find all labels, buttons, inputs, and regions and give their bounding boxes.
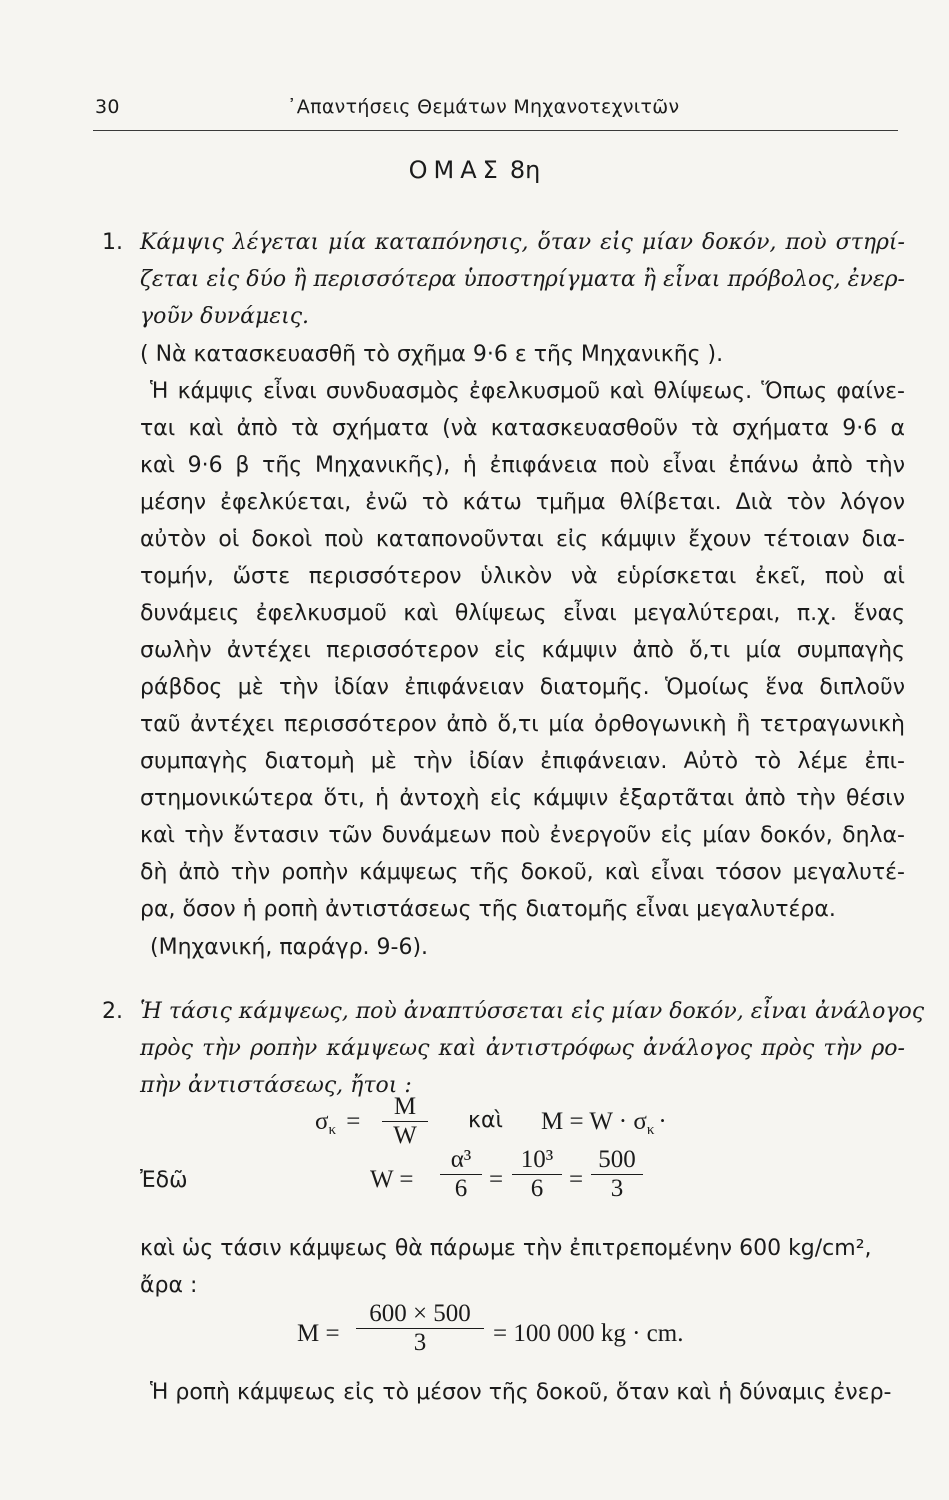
eq1-conjunction: καὶ [468, 1108, 503, 1133]
eq3-rhs: = 100 000 kg · cm. [493, 1320, 684, 1347]
answer-1-line: μέσην ἐφελκύεται, ἐνῶ τὸ κάτω τμῆμα θλίβεται. Διὰ τὸν λόγον [140, 490, 905, 515]
eq2-fraction-3 [591, 1146, 643, 1203]
reference: (Μηχανική, παράγρ. 9-6). [150, 935, 429, 960]
answer-1-line: σωλὴν ἀντέχει περισσότερον εἰς κάμψιν ἀπὸ ὅ,τι μία συμπαγὴς [140, 638, 905, 663]
answer-1-line: στημονικώτερα ὅτι, ἡ ἀντοχὴ εἰς κάμψιν ἐξαρτᾶται ἀπὸ τὴν θέσιν [140, 786, 905, 811]
eq2-label: Ἐδῶ [140, 1168, 188, 1193]
question-1-line: Κάμψις λέγεται μία καταπόνησις, ὅταν εἰς μίαν δοκόν, ποὺ στηρί- [140, 230, 905, 255]
eq2-equals-b: = [569, 1166, 584, 1193]
eq2-fraction-1 [440, 1146, 482, 1203]
eq1-fraction [382, 1093, 428, 1150]
eq2-f3-denominator: 3 [610, 1175, 624, 1202]
answer-1-line: τομήν, ὥστε περισσότερον ὑλικὸν νὰ εὑρίσκεται ἐκεῖ, ποὺ αἱ [140, 564, 905, 589]
eq2-f2-numerator: 10³ [520, 1146, 554, 1173]
answer-1-line: Ἡ κάμψις εἶναι συνδυασμὸς ἐφελκυσμοῦ καὶ θλίψεως. Ὅπως φαίνε- [150, 379, 905, 404]
eq1-numerator: M [393, 1093, 417, 1120]
answer-1-line: συμπαγὴς διατομὴ μὲ τὴν ἰδίαν ἐπιφάνειαν. Αὐτὸ τὸ λέμε ἐπι- [140, 749, 905, 774]
eq2-lhs: W = [370, 1166, 414, 1193]
question-2-number: 2. [102, 999, 123, 1024]
question-2-line: Ἡ τάσις κάμψεως, ποὺ ἀναπτύσσεται εἰς μίαν δοκόν, εἶναι ἀνάλογος [140, 999, 925, 1024]
running-header [93, 94, 898, 131]
allowable-stress-line: καὶ ὡς τάσιν κάμψεως θὰ πάρωμε τὴν ἐπιτρεπομένην 600 kg/cm², [140, 1236, 872, 1261]
section-heading-number: 8η [509, 156, 541, 184]
eq3-numerator: 600 × 500 [369, 1300, 471, 1327]
eq2-fraction-2 [512, 1146, 562, 1203]
eq3-lhs: M = [297, 1320, 340, 1347]
eq2-f1-numerator: α³ [450, 1146, 472, 1173]
ara-label: ἄρα : [140, 1273, 198, 1298]
final-line: Ἡ ροπὴ κάμψεως εἰς τὸ μέσον τῆς δοκοῦ, ὅταν καὶ ἡ δύναμις ἐνερ- [150, 1380, 892, 1405]
answer-1-line: ται καὶ ἀπὸ τὰ σχήματα (νὰ κατασκευασθοῦν τὰ σχήματα 9·6 α [140, 416, 905, 441]
question-2-line: πρὸς τὴν ροπὴν κάμψεως καὶ ἀντιστρόφως ἀνάλογος πρὸς τὴν ρο- [140, 1036, 905, 1061]
question-1-line: γοῦν δυνάμεις. [140, 304, 310, 329]
question-2-line: πὴν ἀντιστάσεως, ἤτοι : [140, 1073, 412, 1098]
eq2-f2-denominator: 6 [530, 1175, 544, 1202]
eq1-lhs: $\sigma_\kappa$ = [315, 1108, 361, 1138]
answer-1-line: αὐτὸν οἱ δοκοὶ ποὺ καταπονοῦνται εἰς κάμψιν ἔχουν τέτοιαν δια- [140, 527, 905, 552]
page-number: 30 [95, 96, 120, 118]
eq1-rhs: $M = W \cdot \sigma_\kappa$ · [541, 1108, 667, 1138]
question-1-number: 1. [102, 230, 123, 255]
answer-1-line: ράβδος μὲ τὴν ἰδίαν ἐπιφάνειαν διατομῆς. Ὁμοίως ἕνα διπλοῦν [140, 675, 905, 700]
eq2-equals-a: = [489, 1166, 504, 1193]
eq3-fraction [356, 1300, 484, 1357]
section-heading-title: ΟΜΑΣ [408, 156, 504, 184]
running-title: ᾿Απαντήσεις Θεμάτων Μηχανοτεχνιτῶν [287, 96, 680, 118]
answer-1-line: καὶ 9·6 β τῆς Μηχανικῆς), ἡ ἐπιφάνεια ποὺ εἶναι ἐπάνω ἀπὸ τὴν [140, 453, 905, 478]
answer-1-line: δὴ ἀπὸ τὴν ροπὴν κάμψεως τῆς δοκοῦ, καὶ εἶναι τόσον μεγαλυτέ- [140, 860, 905, 885]
eq2-f1-denominator: 6 [454, 1175, 468, 1202]
answer-1-line: δυνάμεις ἐφελκυσμοῦ καὶ θλίψεως εἶναι μεγαλύτεραι, π.χ. ἕνας [140, 601, 905, 626]
eq1-denominator: W [393, 1122, 417, 1149]
question-1-line: ζεται εἰς δύο ἢ περισσότερα ὑποστηρίγματα ἢ εἶναι πρόβολος, ἐνερ- [140, 267, 905, 292]
answer-1-line: ρα, ὅσον ἡ ροπὴ ἀντιστάσεως τῆς διατομῆς εἶναι μεγαλυτέρα. [140, 897, 836, 922]
section-heading [0, 156, 949, 184]
answer-1-line: καὶ τὴν ἔντασιν τῶν δυνάμεων ποὺ ἐνεργοῦν εἰς μίαν δοκόν, δηλα- [140, 823, 905, 848]
answer-1-line: ταῦ ἀντέχει περισσότερον ἀπὸ ὅ,τι μία ὀρθογωνικὴ ἢ τετραγωνικὴ [140, 712, 905, 737]
eq2-f3-numerator: 500 [598, 1146, 636, 1173]
figure-note: ( Νὰ κατασκευασθῆ τὸ σχῆμα 9·6 ε τῆς Μηχανικῆς ). [140, 342, 724, 367]
eq3-denominator: 3 [413, 1329, 427, 1356]
